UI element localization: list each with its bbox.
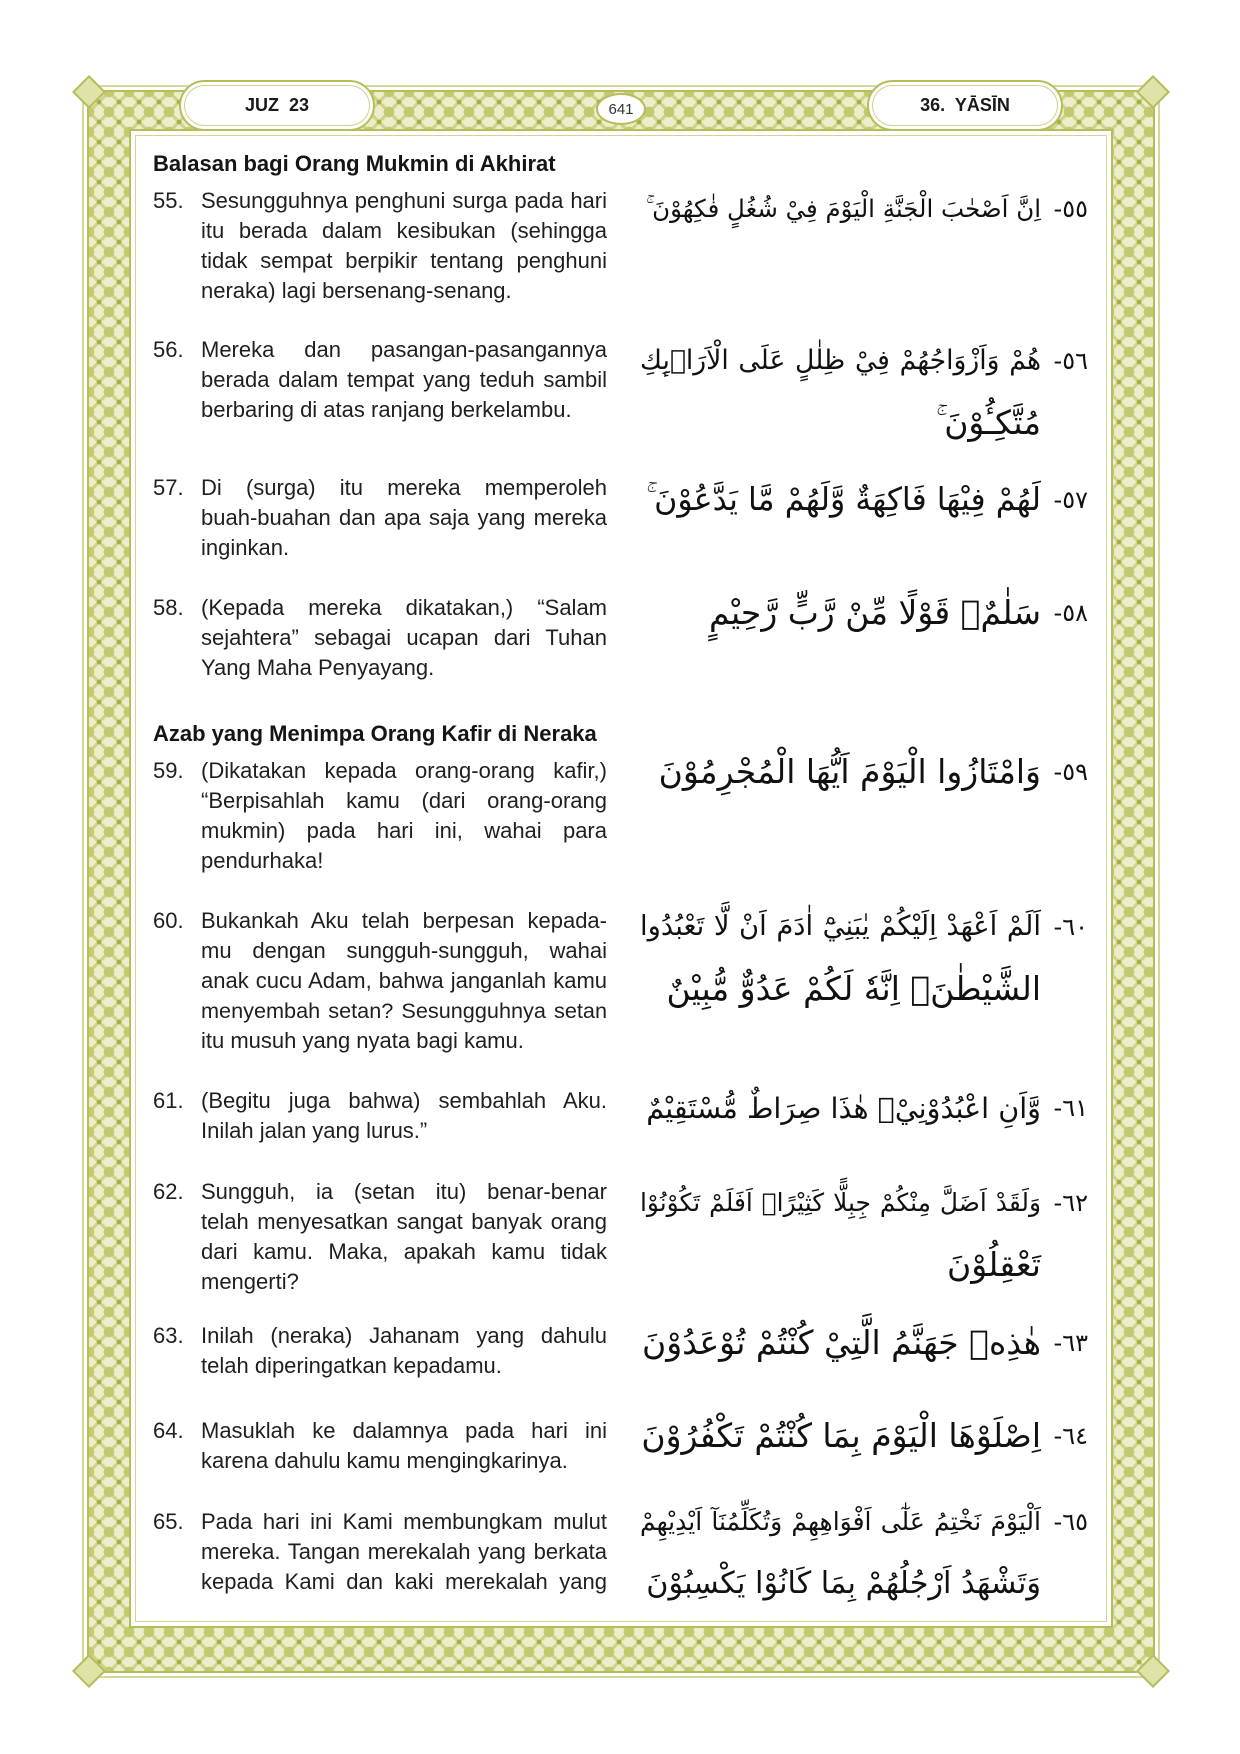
translation-line: Sesungguhnya penghuni surga pada hari — [201, 188, 607, 213]
arabic-verse — [640, 1405, 1041, 1467]
translation-line: “Berpisahlah kamu (dari orang-orang — [201, 788, 607, 813]
verse-translation — [201, 186, 607, 306]
translation-line: Yang Maha Penyayang. — [201, 655, 435, 680]
arabic-line: تَعْقِلُوْنَ — [946, 1245, 1041, 1284]
verse-translation — [201, 906, 607, 1056]
verse-number: 55. — [153, 188, 184, 213]
arabic-verse — [640, 741, 1041, 803]
surah-tab — [867, 80, 1063, 131]
translation-line: tidak sempat berpikir tentang penghuni — [201, 248, 607, 273]
translation-line: mukmin) pada hari ini, wahai para — [201, 818, 607, 843]
translation-line: (Begitu juga bahwa) sembahlah Aku. — [201, 1088, 607, 1113]
arabic-line: اِصْلَوْهَا الْيَوْمَ بِمَا كُنْتُمْ تَكْفُرُوْنَ — [641, 1416, 1041, 1455]
translation-line: mereka. Tangan merekalah yang berkata — [201, 1539, 607, 1564]
translation-line: Masuklah ke dalamnya pada hari ini — [201, 1418, 607, 1443]
ayah-number: -٥٥ — [1053, 195, 1088, 223]
verse-number: 61. — [153, 1088, 184, 1113]
ayah-number: -٦٤ — [1053, 1422, 1088, 1450]
ayah-number: -٥٨ — [1053, 599, 1088, 627]
translation-line: Bukankah Aku telah berpesan kepada- — [201, 908, 607, 933]
juz-label: JUZ 23 — [244, 95, 310, 115]
verse-translation — [201, 1507, 607, 1597]
translation-line: (Dikatakan kepada orang-orang kafir,) — [201, 758, 607, 783]
arabic-line: هٰذِهٖ جَهَنَّمُ الَّتِيْ كُنْتُمْ تُوْعَدُوْنَ — [642, 1323, 1041, 1362]
verse-translation — [201, 1086, 607, 1146]
ayah-number: -٥٩ — [1053, 758, 1088, 786]
ayah-number: -٦٣ — [1053, 1329, 1088, 1357]
verse-number: 57. — [153, 475, 184, 500]
ayah-number: -٥٧ — [1053, 486, 1088, 514]
arabic-verse — [640, 1312, 1041, 1374]
translation-line: telah diperingatkan kepadamu. — [201, 1353, 502, 1378]
arabic-line: وَّاَنِ اعْبُدُوْنِيْۗ هٰذَا صِرَاطٌ مُّسْتَقِيْمٌ — [646, 1091, 1041, 1125]
ayah-number: -٥٦ — [1053, 347, 1088, 375]
arabic-verse — [640, 582, 1041, 644]
arabic-verse — [640, 469, 1041, 531]
translation-line: itu berada dalam kesibukan (sehingga — [201, 218, 607, 243]
surah-label: 36. YĀSĪN — [920, 95, 1010, 115]
verse-translation — [201, 1177, 607, 1297]
arabic-line: اِنَّ اَصْحٰبَ الْجَنَّةِ الْيَوْمَ فِيْ شُغُلٍ فٰكِهُوْنَ ۚ — [646, 194, 1041, 223]
translation-line: mu dengan sungguh-sungguh, wahai — [201, 938, 607, 963]
arabic-line: اَلَمْ اَعْهَدْ اِلَيْكُمْ يٰبَنِيْٓ اٰدَمَ اَنْ لَّا تَعْبُدُوا — [640, 911, 1041, 942]
translation-line: sejahtera” sebagai ucapan dari Tuhan — [201, 625, 607, 650]
translation-line: pendurhaka! — [201, 848, 324, 873]
ayah-number: -٦٠ — [1053, 913, 1088, 941]
translation-line: berada dalam tempat yang teduh sambil — [201, 367, 607, 392]
arabic-verse — [640, 178, 1041, 240]
verse-number: 60. — [153, 908, 184, 933]
arabic-verse — [640, 330, 1041, 454]
arabic-verse — [640, 1491, 1041, 1615]
translation-line: telah menyesatkan sangat banyak orang — [201, 1209, 607, 1234]
verse-translation — [201, 593, 607, 683]
translation-line: (Kepada mereka dikatakan,) “Salam — [201, 595, 607, 620]
arabic-line: وَامْتَازُوا الْيَوْمَ اَيُّهَا الْمُجْرِمُوْنَ — [658, 752, 1041, 791]
ayah-number: -٦١ — [1053, 1094, 1088, 1122]
translation-line: karena dahulu kamu mengingkarinya. — [201, 1448, 568, 1473]
translation-line: Di (surga) itu mereka memperoleh — [201, 475, 607, 500]
verse-translation — [201, 756, 607, 876]
verse-number: 59. — [153, 758, 184, 783]
translation-line: Mereka dan pasangan-pasangannya — [201, 337, 607, 362]
verse-number: 62. — [153, 1179, 184, 1204]
arabic-line: اَلْيَوْمَ نَخْتِمُ عَلٰٓى اَفْوَاهِهِمْ وَتُكَلِّمُنَآ اَيْدِيْهِمْ — [640, 1507, 1041, 1536]
arabic-verse — [640, 1077, 1041, 1139]
section-heading: Balasan bagi Orang Mukmin di Akhirat — [153, 151, 556, 176]
verse-number: 58. — [153, 595, 184, 620]
translation-line: Inilah (neraka) Jahanam yang dahulu — [201, 1323, 607, 1348]
translation-line: Pada hari ini Kami membungkam mulut — [201, 1509, 607, 1534]
arabic-line: هُمْ وَاَزْوَاجُهُمْ فِيْ ظِلٰلٍ عَلَى الْاَرَاۤىِٕكِ — [640, 345, 1041, 376]
translation-line: itu musuh yang nyata bagi kamu. — [201, 1028, 524, 1053]
verse-number: 63. — [153, 1323, 184, 1348]
juz-tab — [179, 80, 375, 131]
verse-number: 65. — [153, 1509, 184, 1534]
translation-line: buah-buahan dan apa saja yang mereka — [201, 505, 607, 530]
arabic-line: وَتَشْهَدُ اَرْجُلُهُمْ بِمَا كَانُوْا يَكْسِبُوْنَ — [646, 1566, 1041, 1601]
translation-line: kepada Kami dan kaki merekalah yang — [201, 1569, 607, 1594]
verse-number: 56. — [153, 337, 184, 362]
translation-line: dari kamu. Maka, apakah kamu tidak — [201, 1239, 607, 1264]
verse-translation — [201, 1321, 607, 1381]
verse-number: 64. — [153, 1418, 184, 1443]
arabic-line: سَلٰمٌۗ قَوْلًا مِّنْ رَّبٍّ رَّحِيْمٍ — [709, 593, 1041, 632]
arabic-line: مُتَّكِـُٔوْنَ ۚ — [935, 403, 1041, 442]
verse-translation — [201, 335, 607, 425]
page-number: 641 — [608, 100, 634, 118]
arabic-line: وَلَقَدْ اَضَلَّ مِنْكُمْ جِبِلًّا كَثِيْرًاۗ اَفَلَمْ تَكُوْنُوْا — [640, 1188, 1041, 1217]
ayah-number: -٦٥ — [1053, 1508, 1088, 1536]
verse-translation — [201, 473, 607, 563]
ayah-number: -٦٢ — [1053, 1189, 1088, 1217]
verse-translation — [201, 1416, 607, 1476]
translation-line: inginkan. — [201, 535, 290, 560]
translation-line: Inilah jalan yang lurus.” — [201, 1118, 428, 1143]
translation-line: anak cucu Adam, bahwa janganlah kamu — [201, 968, 607, 993]
translation-line: Sungguh, ia (setan itu) benar-benar — [201, 1179, 607, 1204]
section-heading: Azab yang Menimpa Orang Kafir di Neraka — [153, 721, 597, 746]
arabic-verse — [640, 896, 1041, 1020]
page-number-oval — [596, 93, 646, 125]
arabic-line: الشَّيْطٰنَۚ اِنَّهٗ لَكُمْ عَدُوٌّ مُّبِيْنٌ — [666, 969, 1041, 1008]
translation-line: mengerti? — [201, 1269, 299, 1294]
translation-line: menyembah setan? Sesungguhnya setan — [201, 998, 607, 1023]
arabic-line: لَهُمْ فِيْهَا فَاكِهَةٌ وَّلَهُمْ مَّا يَدَّعُوْنَ ۚ — [646, 482, 1041, 518]
translation-line: berbaring di atas ranjang berkelambu. — [201, 397, 572, 422]
translation-line: neraka) lagi bersenang-senang. — [201, 278, 512, 303]
arabic-verse — [640, 1172, 1041, 1296]
